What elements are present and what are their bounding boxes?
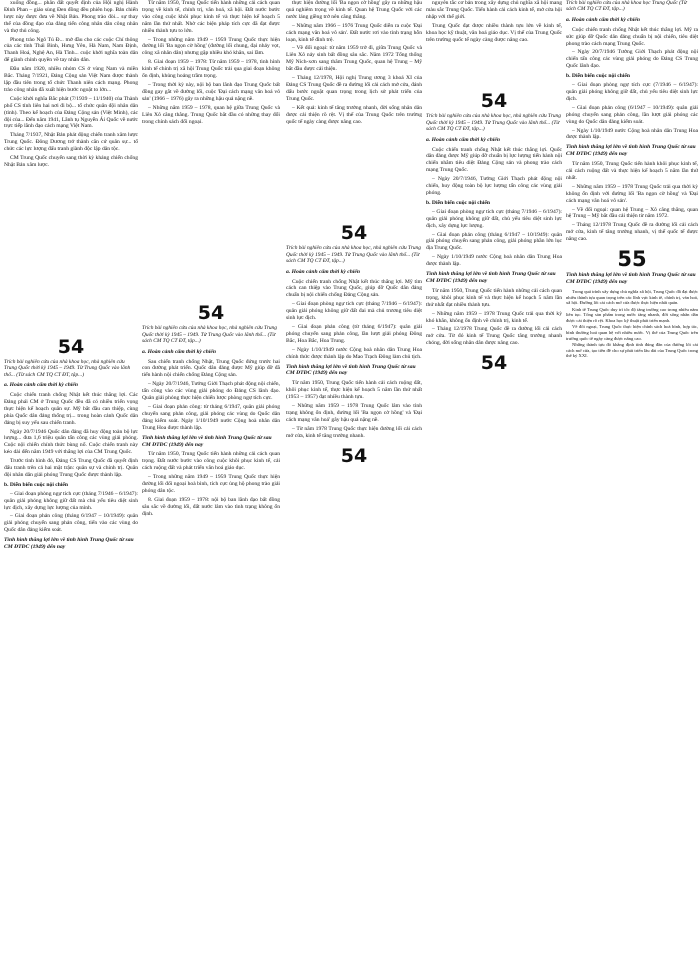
blank-space xyxy=(4,171,138,331)
footnote: Trích bài nghiên cứu của nhà khoa học, nhà nghiên cứu Trung Quốc thời kỳ 1945 – 1949. Từ Trung Quốc vào lãnh thổ... (Từ sách CM TQ CT ĐT, tập...) xyxy=(142,325,277,345)
paragraph: – Giai đoạn phản công (6/1947 – 10/1949): quân giải phóng chuyển sang phản công, lần lượt giải phóng các vùng do Quốc dân đảng kiểm soát. xyxy=(566,104,698,125)
paragraph: – Những năm 1959 – 1978, quan hệ giữa Trung Quốc và Liên Xô căng thẳng. Trung Quốc bắt đầu có những thay đổi trong chính sách đối ngoại. xyxy=(142,104,280,125)
footnote: Trích bài nghiên cứu của nhà khoa học, nhà nghiên cứu Trung Quốc thời kỳ 1945 – 1949. Từ Trung Quốc vào lãnh thổ... (Từ sách CM TQ CT ĐT, tập...) xyxy=(4,358,131,378)
section-heading: Tình hình thắng lợi lớn về tình hình Trung Quốc từ sau CM ĐTĐC (1949) đến nay xyxy=(426,271,556,284)
paragraph: – Những năm 1966 – 1976 Trung Quốc diễn ra cuộc 'Đại cách mạng văn hoá vô sản'. Đất nước rơi vào tình trạng hỗn loạn, kinh tế đình trệ. xyxy=(286,22,422,43)
paragraph: Những thành tựu đó khẳng định tính đúng đắn của đường lối cải cách mở cửa, tạo tiền đề cho sự phát triển lâu dài của Trung Quốc trong thế kỷ XXI. xyxy=(566,342,698,359)
paragraph: – Về đối ngoại: từ năm 1959 trở đi, giữa Trung Quốc và Liên Xô nảy sinh bất đồng sâu sắc. Năm 1972 Tổng thống Mỹ Ních-xơn sang thăm Trung Quốc, quan hệ Trung – Mỹ bắt đầu được cải thiện. xyxy=(286,45,422,73)
paragraph: – Giai đoạn phản công (tháng 6/1947 – 10/1949): quân giải phóng chuyển sang phản công, giải phóng phần lớn lục địa Trung Quốc. xyxy=(426,231,562,252)
paragraph: – Trong thời kỳ này, nội bộ ban lãnh đạo Trung Quốc bất đồng gay gắt về đường lối, cuộc 'Đại cách mạng văn hoá vô sản' (1966 – 1976) gây ra những hậu quả nặng nề. xyxy=(142,81,280,102)
paragraph: Đầu năm 1920, nhiều nhóm CS ở vùng Nam và miền Bắc. Tháng 7/1921, Đảng Cộng sản Việt Nam được thành lập đầu tiên trong tổ chức Thanh niên cách mạng. Phong trào công nhân đã xuất hiện bước ngoặt to lớn... xyxy=(4,66,138,93)
section-heading: Tình hình thắng lợi lớn về tình hình Trung Quốc từ sau CM ĐTĐC (1949) đến nay xyxy=(566,144,696,158)
paragraph: – Trong những năm 1949 – 1959 Trung Quốc thực hiện đường lối đối ngoại hoà bình, tích cực ủng hộ phong trào giải phóng dân tộc. xyxy=(142,474,280,494)
paragraph: xuống đồng... phân đất quyết định của Hội nghị Hành Đinh Phan – giáo sùng Đen đồng đều phiên họp. Bản chiến lược này được đưa về Nhật Bản. Phong trào đòi... sự thay thế của đồng đạo của đảng tiến công nhân dân công nhân và thợ thủ công. xyxy=(4,0,138,34)
subheading: b. Diễn biến cuộc nội chiến xyxy=(566,73,631,80)
paragraph: – Tháng 12/1978, Hội nghị Trung ương 3 khoá XI của Đảng CS Trung Quốc đề ra đường lối cải cách mở cửa, đánh dấu bước ngoặt quan trọng trong lịch sử phát triển của Trung Quốc. xyxy=(286,75,422,102)
paragraph: Về đối ngoại, Trung Quốc thực hiện chính sách hoà bình, hợp tác, bình thường hoá quan hệ với nhiều nước. Vị thế của Trung Quốc trên trường quốc tế ngày càng được nâng cao. xyxy=(566,324,698,341)
paragraph: – Trong những năm 1949 – 1959 Trung Quốc thực hiện đường lối 'Ba ngọn cờ hồng' (đường lối chung, đại nhảy vọt, công xã nhân dân) nhưng gặp nhiều khó khăn, sai lầm. xyxy=(142,36,280,57)
section-heading: Tình hình thắng lợi lớn về tình hình Trung Quốc từ sau CM ĐTĐC (1949) đến nay xyxy=(142,434,272,448)
paragraph: Cuộc khởi nghĩa Bắc phát (7/1939 – 11/1940) của Thành phố CS tỉnh liên hai nơi đi bộ... tổ chức quân đội nhân dân (tỉnh). Theo kế hoạch của Đảng Cộng sản (Việt Minh), các đội của... Đến năm 1941, Lãnh tụ Nguyễn Ái Quốc về nước trực tiếp lãnh đạo cách mạng Việt Nam. xyxy=(4,95,138,130)
subheading: b. Diễn biến cuộc nội chiến xyxy=(4,481,69,488)
paragraph: – Những năm 1959 – 1978 Trung Quốc trải qua thời kỳ không ổn định với đường lối 'Ba ngọn cờ hồng' và 'Đại cách mạng văn hoá vô sản'. xyxy=(566,183,698,204)
page-number: 54 xyxy=(480,90,508,113)
paragraph: – Giai đoạn phòng ngự tích cực (tháng 7/1946 – 6/1947): quân giải phóng không giữ đất mà chủ yếu tiêu diệt sinh lực địch, xây dựng lực lượng của mình. xyxy=(4,490,138,511)
paragraph: Ngày 20/7/1946 Quốc dân đảng đã huy động toàn bộ lực lượng... đưa 1,6 triệu quân tấn công các vùng giải phóng. Cuộc nội chiến chính thức bùng nổ. Cuộc chiến tranh này kéo dài đến năm 1949 với thắng lợi của CM Trung Quốc. xyxy=(4,428,138,456)
paragraph: – Kết quả: kinh tế tăng trưởng nhanh, đời sống nhân dân được cải thiện rõ rệt. Vị thế của Trung Quốc trên trường quốc tế ngày càng được nâng cao. xyxy=(286,104,422,125)
paragraph: – Giai đoạn phòng ngự tích cực (7/1946 – 6/1947): quân giải phóng không giữ đất, chủ yếu tiêu diệt sinh lực địch. xyxy=(566,82,698,102)
paragraph: – Những năm 1959 – 1978 Trung Quốc lâm vào tình trạng không ổn định, đường lối 'Ba ngọn cờ hồng' và 'Đại cách mạng văn hoá' gây hậu quả nặng nề. xyxy=(286,403,422,423)
paragraph: 8. Giai đoạn 1959 – 1978: Từ năm 1959 – 1978, tình hình kinh tế chính trị xã hội Trung Quốc trải qua giai đoạn không ổn định, khủng hoảng trầm trọng. xyxy=(142,59,280,80)
paragraph: Trung Quốc đạt được nhiều thành tựu lớn về kinh tế, khoa học kỹ thuật, văn hoá giáo dục. Vị thế của Trung Quốc trên trường quốc tế ngày càng được nâng cao. xyxy=(426,22,562,43)
dense-text-block xyxy=(566,289,698,359)
paragraph: CM Trung Quốc chuyển sang thời kỳ kháng chiến chống Nhật Bản xâm lược. xyxy=(4,155,138,168)
page-number: 54 xyxy=(57,335,85,358)
paragraph: – Giai đoạn phản công (từ tháng 6/1947): quân giải phóng chuyển sang phản công, lần lượt giải phóng Đông Bắc, Hoa Bắc, Hoa Trung. xyxy=(286,323,422,344)
page-number: 55 xyxy=(617,247,647,272)
footnote: Trích bài nghiên cứu của nhà khoa học, nhà nghiên cứu Trung Quốc thời kỳ 1945 – 1949. Từ Trung Quốc vào lãnh thổ... (Từ sách CM TQ CT ĐT, tập...) xyxy=(426,113,561,133)
paragraph: – Ngày 1/10/1949 nước Cộng hoà nhân dân Trung Hoa được thành lập. xyxy=(426,254,562,268)
section-heading: Tình hình thắng lợi lớn về tình hình Trung Quốc từ sau CM ĐTĐC (1949) đến nay xyxy=(4,537,134,551)
page-number: 54 xyxy=(480,352,508,375)
page-number: 54 xyxy=(340,222,368,245)
page-number: 54 xyxy=(340,444,368,467)
paragraph: – Ngày 1/10/1949 nước Cộng hoà nhân dân Trung Hoa được thành lập. xyxy=(566,127,698,141)
paragraph: – Ngày 20/7/1946, Tưởng Giới Thạch phát động nội chiến, huy động toàn bộ lực lượng tấn công các vùng giải phóng. xyxy=(426,176,562,196)
column-5 xyxy=(566,0,698,960)
paragraph: Cuộc chiến tranh chống Nhật kết thúc thắng lợi. Mỹ tìm cách can thiệp vào Trung Quốc, giúp đỡ Quốc dân đảng chuẩn bị nội chiến chống Đảng Cộng sản. xyxy=(286,278,422,299)
paragraph: nguyên tắc cơ bản trong xây dựng chủ nghĩa xã hội mang màu sắc Trung Quốc. Tiến hành cải cách kinh tế, mở cửa hội nhập với thế giới. xyxy=(426,0,562,20)
section-heading: a. Hoàn cảnh cấm thời kỳ chiến xyxy=(286,268,361,275)
section-heading: a. Hoàn cảnh cấm thời kỳ chiến xyxy=(566,16,641,23)
paragraph: – Về đối ngoại: quan hệ Trung – Xô căng thẳng, quan hệ Trung – Mỹ bắt đầu cải thiện từ năm 1972. xyxy=(566,206,698,220)
paragraph: Tháng 7/1937, Nhật Bản phát động chiến tranh xâm lược Trung Quốc. Đông Dương trở thành căn cứ quân sự... tổ chức các lực lượng đấu tranh giành độc lập dân tộc. xyxy=(4,132,138,153)
footnote: Trích bài nghiên cứu của nhà khoa học, nhà nghiên cứu Trung Quốc thời kỳ 1945 – 1949. Từ Trung Quốc vào lãnh thổ... (Từ sách CM TQ CT ĐT, tập...) xyxy=(286,245,421,265)
footnote: Trích bài nghiên cứu của nhà khoa học Trung Quốc (Từ sách CM TQ CT ĐT, tập...) xyxy=(566,0,687,13)
paragraph: Trước tình hình đó, Đảng CS Trung Quốc đã quyết định đấu tranh trên cả hai mặt trận: quân sự và chính trị. Quân đội nhân dân giải phóng Trung Quốc được thành lập. xyxy=(4,458,138,478)
paragraph: Từ năm 1950, Trung Quốc tiến hành cải cách ruộng đất, khôi phục kinh tế, thực hiện kế hoạch 5 năm lần thứ nhất (1953 – 1957) đạt nhiều thành tựu. xyxy=(286,380,422,401)
column-3 xyxy=(286,0,422,960)
paragraph: – Giai đoạn phản công: từ tháng 6/1947, quân giải phóng chuyển sang phản công, giải phóng các vùng do Quốc dân đảng kiểm soát. Ngày 1/10/1949 nước Cộng hoà nhân dân Trung Hoa được thành lập. xyxy=(142,403,280,431)
paragraph: Từ năm 1950, Trung Quốc tiến hành khôi phục kinh tế, cải cách ruộng đất và thực hiện kế hoạch 5 năm lần thứ nhất. xyxy=(566,161,698,181)
column-4 xyxy=(426,0,562,960)
paragraph: Cuộc chiến tranh chống Nhật kết thúc thắng lợi. Các Đảng phái CM ở Trung Quốc đều đã có nhiều triển vọng thực hiện kế hoạch quân sự. Mỹ bắt đầu can thiệp, cùng phía Quốc dân đảng thống trị... trong hoàn cảnh Quốc dân đảng bị suy yếu sau chiến tranh. xyxy=(4,391,138,426)
paragraph: Sau chiến tranh chống Nhật, Trung Quốc đứng trước hai con đường phát triển. Quốc dân đảng được Mỹ giúp đỡ đã tiến hành nội chiến chống Đảng Cộng sản. xyxy=(142,358,280,379)
blank-space xyxy=(286,127,422,217)
blank-space xyxy=(142,127,280,297)
section-heading: a. Hoàn cảnh cấm thời kỳ chiến xyxy=(426,136,501,143)
paragraph: Phong trào Ngô Tú Đ... mở đầu cho các cuộc Chí thông của các tỉnh Thái Bình, Hưng Yên, Hà Nam, Nam Định, Thanh Hoá, Nghệ An, Hà Tĩnh... cuộc khởi nghĩa toàn dân để giành chính quyền về tay nhân dân. xyxy=(4,36,138,64)
paragraph: – Giai đoạn phòng ngự tích cực (tháng 7/1946 – 6/1947): quân giải phóng không giữ đất đai mà chủ trương tiêu diệt sinh lực địch. xyxy=(286,301,422,322)
paragraph: – Từ năm 1978 Trung Quốc thực hiện đường lối cải cách mở cửa, kinh tế tăng trưởng nhanh. xyxy=(286,425,422,439)
paragraph: Cuộc chiến tranh chống Nhật kết thúc thắng lợi. Mỹ ra sức giúp đỡ Quốc dân đảng chuẩn bị nội chiến, tiêu diệt phong trào cách mạng Trung Quốc. xyxy=(566,26,698,47)
paragraph: Trong quá trình xây dựng chủ nghĩa xã hội, Trung Quốc đã đạt được nhiều thành tựu quan trọng trên các lĩnh vực kinh tế, chính trị, văn hoá, xã hội. Đường lối cải cách mở cửa được thực hiện nhất quán. xyxy=(566,288,698,306)
paragraph: – Giai đoạn phản công (tháng 6/1947 – 10/1949): quân giải phóng chuyển sang phản công, tiến vào các vùng do Quốc dân đảng kiểm soát. xyxy=(4,513,138,534)
section-heading: a. Hoàn cảnh cấm thời kỳ chiến xyxy=(142,348,217,355)
paragraph: Từ năm 1950, Trung Quốc tiến hành những cải cách quan trọng. Đất nước bước vào công cuộc khôi phục kinh tế, cải cách ruộng đất và phát triển văn hoá giáo dục. xyxy=(142,451,280,472)
paragraph: thực hiện đường lối 'Ba ngọn cờ hồng' gây ra những hậu quả nghiêm trọng về kinh tế. Quan hệ Trung Quốc với các nước láng giềng trở nên căng thẳng. xyxy=(286,0,422,20)
column-1 xyxy=(4,0,138,960)
paragraph: – Tháng 12/1978 Trung Quốc đề ra đường lối cải cách mở cửa. Từ đó kinh tế Trung Quốc tăng trưởng nhanh chóng, đời sống nhân dân được nâng cao. xyxy=(426,326,562,347)
column-2 xyxy=(142,0,280,960)
paragraph: Cuộc chiến tranh chống Nhật kết thúc thắng lợi. Quốc dân đảng được Mỹ giúp đỡ chuẩn bị lực lượng tiến hành nội chiến nhằm tiêu diệt Đảng Cộng sản và phong trào cách mạng Trung Quốc. xyxy=(426,146,562,174)
blank-space xyxy=(426,45,562,85)
paragraph: – Ngày 1/10/1949 nước Cộng hoà nhân dân Trung Hoa chính thức được thành lập do Mao Trạch Đông làm chủ tịch. xyxy=(286,346,422,360)
page-number: 54 xyxy=(197,302,225,325)
section-heading: Tình hình thắng lợi lớn về tình hình Trung Quốc từ sau CM ĐTĐC (1949) đến nay xyxy=(286,363,416,377)
paragraph: Kinh tế Trung Quốc duy trì tốc độ tăng trưởng cao trong nhiều năm liên tục. Tổng sản phẩm trong nước tăng nhanh, đời sống nhân dân được cải thiện rõ rệt. Khoa học kỹ thuật phát triển mạnh. xyxy=(566,306,698,323)
paragraph: – Tháng 12/1978 Trung Quốc đề ra đường lối cải cách mở cửa, kinh tế tăng trưởng nhanh, vị thế quốc tế được nâng cao. xyxy=(566,222,698,243)
paragraph: Từ năm 1950, Trung Quốc tiến hành những cải cách quan trọng về kinh tế, chính trị, văn hoá, xã hội. Đất nước bước vào công cuộc khôi phục kinh tế và thực hiện kế hoạch 5 năm lần thứ nhất. Nhờ các biện pháp tích cực đã đạt được nhiều thành tựu to lớn. xyxy=(142,0,280,34)
paragraph: – Ngày 20/7/1946 Tưởng Giới Thạch phát động nội chiến tấn công các vùng giải phóng do Đảng CS Trung Quốc lãnh đạo. xyxy=(566,49,698,70)
paragraph: – Những năm 1959 – 1978 Trung Quốc trải qua thời kỳ khó khăn, không ổn định về chính trị, kinh tế. xyxy=(426,310,562,324)
section-heading: a. Hoàn cảnh cấm thời kỳ chiến xyxy=(4,382,79,389)
section-heading: Tình hình thắng lợi lớn về tình hình Trung Quốc từ sau CM ĐTĐC (1949) đến nay xyxy=(566,272,696,285)
subheading: b. Diễn biến cuộc nội chiến xyxy=(426,199,491,206)
paragraph: 8. Giai đoạn 1959 – 1978: nội bộ ban lãnh đạo bất đồng sâu sắc về đường lối, đất nước lâm vào tình trạng không ổn định. xyxy=(142,496,280,517)
paragraph: Từ năm 1950, Trung Quốc tiến hành những cải cách quan trọng, khôi phục kinh tế và thực hiện kế hoạch 5 năm lần thứ nhất đạt nhiều thành tựu. xyxy=(426,287,562,308)
paragraph: – Ngày 20/7/1946, Tưởng Giới Thạch phát động nội chiến, tấn công vào các vùng giải phóng do Đảng CS lãnh đạo. Quân giải phóng thực hiện chiến lược phòng ngự tích cực. xyxy=(142,381,280,402)
paragraph: – Giai đoạn phòng ngự tích cực (tháng 7/1946 – 6/1947): quân giải phóng không giữ đất, chủ yếu tiêu diệt sinh lực địch, xây dựng lực lượng. xyxy=(426,208,562,229)
